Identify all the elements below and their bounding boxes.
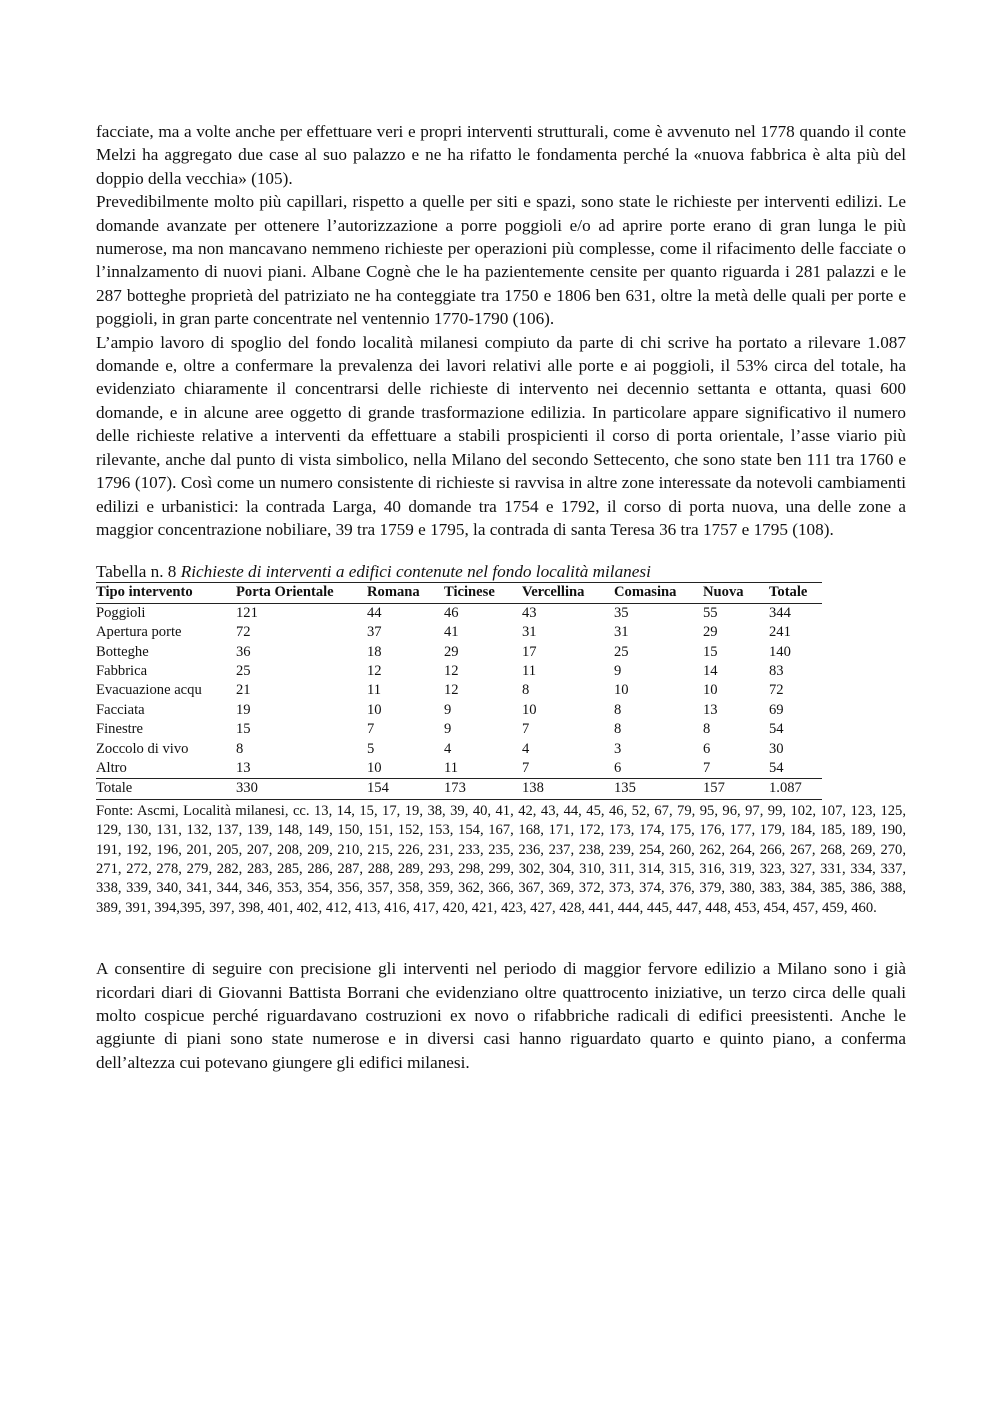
table-cell: 30 [769, 740, 784, 757]
table-cell: 7 [367, 721, 375, 738]
table-cell: 10 [522, 701, 537, 718]
table-cell: 25 [614, 643, 629, 660]
data-table [96, 582, 822, 799]
table-cell: 83 [769, 662, 784, 679]
paragraph-2: Prevedibilmente molto più capillari, rispetto a quelle per siti e spazi, sono state le richieste per interventi edilizi. Le domande avanzate per ottenere l’autorizzazione a porre poggioli e/o ad aprire porte erano di gran lunga le più numerose, ma non mancavano nemmeno richieste per operazioni più complesse, come il rifacimento delle facciate o l’innalzamento di nuovi piani. Albane Cognè che le ha pazientemente censite per quanto riguarda i 281 palazzi e le 287 botteghe proprietà del patriziato ne ha conteggiate tra 1750 e 1806 ben 631, oltre la metà delle quali per porte e poggioli, in gran parte concentrate nel ventennio 1770-1790 (106). [96, 192, 906, 329]
table-cell: 10 [367, 701, 382, 718]
table-cell: 5 [367, 740, 375, 757]
table-header-row [96, 583, 822, 603]
table-cell: 21 [236, 682, 251, 699]
table-caption [96, 562, 906, 582]
table-cell: 13 [236, 759, 251, 776]
table-cell: 6 [703, 740, 711, 757]
document-page [96, 120, 906, 1074]
total-cell: 154 [367, 779, 444, 799]
header-cell: Tipo intervento [96, 583, 236, 603]
table-cell: 72 [769, 682, 784, 699]
row-label-cell: Finestre [96, 721, 144, 738]
table-row [96, 740, 822, 759]
table-cell: 11 [444, 759, 459, 776]
row-label-cell: Poggioli [96, 604, 146, 621]
table-cell: 12 [444, 682, 459, 699]
table-cell: 8 [522, 682, 530, 699]
table-cell: 8 [703, 721, 711, 738]
table-cell: 37 [367, 624, 382, 641]
table-cell: 31 [522, 624, 537, 641]
total-cell: 173 [444, 779, 522, 799]
row-label-cell: Fabbrica [96, 662, 148, 679]
table-cell: 12 [444, 662, 459, 679]
table-body [96, 603, 822, 799]
total-cell: 135 [614, 779, 703, 799]
table-cell: 72 [236, 624, 251, 641]
table-cell: 344 [769, 604, 791, 621]
table-row [96, 720, 822, 739]
table-cell: 13 [703, 701, 718, 718]
header-cell: Vercellina [522, 583, 614, 603]
table-cell: 25 [236, 662, 251, 679]
table-cell: 8 [614, 721, 622, 738]
table-cell: 14 [703, 662, 718, 679]
total-cell: 157 [703, 779, 769, 799]
table-cell: 10 [614, 682, 629, 699]
table-row [96, 701, 822, 720]
total-cell: 138 [522, 779, 614, 799]
table-cell: 54 [769, 721, 784, 738]
table-row [96, 623, 822, 642]
table-source-note: Fonte: Ascmi, Località milanesi, cc. 13, 14, 15, 17, 19, 38, 39, 40, 41, 42, 43, 44, 45, 46, 52, 67, 79, 95, 96, 97, 99, 102, 107, 123, 125, 129, 130, 131, 132, 137, 139, 148, 149, 150, 151, 152, 153, 154, 167, 168, 171, 172, 173, 174, 175, 176, 177, 179, 184, 185, 189, 190, 191, 192, 196, 201, 205, 207, 208, 209, 210, 215, 226, 231, 233, 235, 236, 237, 238, 239, 254, 260, 262, 264, 266, 267, 268, 269, 270, 271, 272, 278, 279, 282, 283, 285, 286, 287, 288, 289, 293, 298, 299, 302, 304, 310, 311, 314, 315, 316, 319, 323, 327, 331, 334, 337, 338, 339, 340, 341, 344, 346, 353, 354, 356, 357, 358, 359, 362, 366, 367, 369, 372, 373, 374, 376, 379, 380, 383, 384, 385, 386, 388, 389, 391, 394,395, 397, 398, 401, 402, 412, 413, 416, 417, 420, 421, 423, 427, 428, 441, 444, 445, 447, 448, 453, 454, 457, 459, 460. [96, 802, 906, 916]
table-row [96, 603, 822, 623]
header-cell: Romana [367, 583, 444, 603]
table-cell: 7 [703, 759, 711, 776]
table-cell: 4 [522, 740, 530, 757]
table-cell: 43 [522, 604, 537, 621]
table-cell: 9 [444, 721, 452, 738]
closing-paragraph: A consentire di seguire con precisione gli interventi nel periodo di maggior fervore edilizio a Milano sono i già ricordari diari di Giovanni Battista Borrani che evidenziano oltre quattrocento iniziative, un terzo circa delle quali molto cospicue perché riguardavano costruzioni ex novo o rifabbriche radicali di edifici preesistenti. Anche le aggiunte di piani sono state numerose e in diversi casi hanno riguardato quarto e quinto piano, a conferma dell’altezza cui potevano giungere gli edifici milanesi. [96, 959, 906, 1072]
row-label-cell: Botteghe [96, 643, 149, 660]
row-label-cell: Altro [96, 759, 127, 776]
row-label-cell: Zoccolo di vivo [96, 740, 189, 757]
paragraph-1: facciate, ma a volte anche per effettuare veri e propri interventi strutturali, come è avvenuto nel 1778 quando il conte Melzi ha aggregato due case al suo palazzo e ne ha rifatto le fondamenta perché la «nuova fabbrica è alta più del doppio della vecchia» (105). [96, 122, 906, 188]
table-cell: 9 [614, 662, 622, 679]
header-cell: Totale [769, 583, 822, 603]
table-cell: 29 [703, 624, 718, 641]
table-cell: 44 [367, 604, 382, 621]
header-cell: Nuova [703, 583, 769, 603]
table-cell: 35 [614, 604, 629, 621]
table-cell: 46 [444, 604, 459, 621]
row-label-cell: Apertura porte [96, 624, 182, 641]
table-cell: 19 [236, 701, 251, 718]
table-cell: 9 [444, 701, 452, 718]
table-total-row [96, 779, 822, 799]
table-cell: 8 [236, 740, 244, 757]
table-row [96, 643, 822, 662]
table-cell: 10 [703, 682, 718, 699]
table-cell: 55 [703, 604, 718, 621]
table-cell: 31 [614, 624, 629, 641]
table-cell: 4 [444, 740, 452, 757]
row-label-cell: Facciata [96, 701, 145, 718]
table-cell: 6 [614, 759, 622, 776]
table-row [96, 662, 822, 681]
table-cell: 8 [614, 701, 622, 718]
total-cell: 1.087 [769, 779, 822, 799]
table-caption-title: Richieste di interventi a edifici contenute nel fondo località milanesi [180, 562, 651, 582]
header-cell: Comasina [614, 583, 703, 603]
table-cell: 241 [769, 624, 791, 641]
table-cell: 15 [236, 721, 251, 738]
table-cell: 11 [367, 682, 382, 699]
header-cell: Ticinese [444, 583, 522, 603]
table-caption-prefix: Tabella n. 8 [96, 562, 181, 582]
total-cell: 330 [236, 779, 367, 799]
table-cell: 54 [769, 759, 784, 776]
table-cell: 29 [444, 643, 459, 660]
table-cell: 69 [769, 701, 784, 718]
table-cell: 18 [367, 643, 382, 660]
table-cell: 3 [614, 740, 622, 757]
table-cell: 36 [236, 643, 251, 660]
paragraph-3: L’ampio lavoro di spoglio del fondo località milanesi compiuto da parte di chi scrive ha portato a rilevare 1.087 domande e, oltre a confermare la prevalenza dei lavori relativi alle porte e ai poggioli, il 53% circa del totale, ha evidenziato chiaramente il concentrarsi delle richieste di intervento nei decennio settanta e ottanta, quasi 600 domande, e in alcune aree oggetto di grande trasformazione edilizia. In particolare appare significativo il numero delle richieste relative a interventi da effettuare a stabili prospicienti il corso di porta orientale, l’asse viario più rilevante, anche dal punto di vista simbolico, nella Milano del secondo Settecento, che sono state ben 111 tra 1760 e 1796 (107). Così come un numero consistente di richieste si ravvisa in altre zone interessate da notevoli cambiamenti edilizi e urbanistici: la contrada Larga, 40 domande tra 1754 e 1792, il corso di porta nuova, una delle zone a maggior concentrazione nobiliare, 39 tra 1759 e 1795, la contrada di santa Teresa 36 tra 1757 e 1795 (108). [96, 332, 906, 539]
table-cell: 121 [236, 604, 258, 621]
header-cell: Porta Orientale [236, 583, 367, 603]
table-cell: 41 [444, 624, 459, 641]
table-cell: 10 [367, 759, 382, 776]
row-label-cell: Evacuazione acqu [96, 682, 202, 699]
table-cell: 12 [367, 662, 382, 679]
table-row [96, 759, 822, 779]
table-cell: 11 [522, 662, 537, 679]
table-cell: 15 [703, 643, 718, 660]
table-cell: 7 [522, 721, 530, 738]
table-cell: 7 [522, 759, 530, 776]
table-cell: 140 [769, 643, 791, 660]
table-row [96, 681, 822, 700]
table-cell: 17 [522, 643, 537, 660]
total-label-cell: Totale [96, 779, 236, 799]
